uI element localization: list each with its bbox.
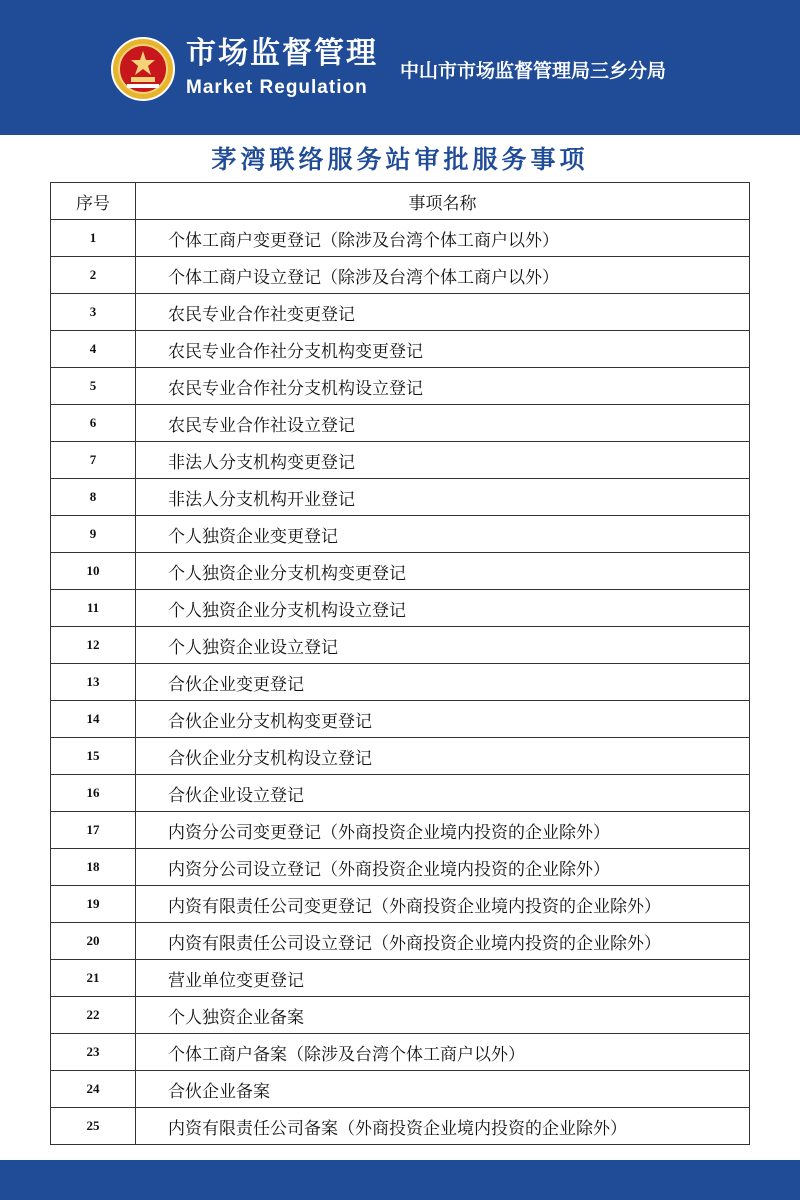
row-number: 9 [51, 516, 136, 553]
item-name: 个人独资企业设立登记 [136, 627, 750, 664]
services-table [50, 182, 750, 1145]
table-row [51, 960, 750, 997]
table-row [51, 701, 750, 738]
police-badge-icon [110, 36, 176, 102]
item-name: 内资有限责任公司备案（外商投资企业境内投资的企业除外） [136, 1108, 750, 1145]
row-number: 5 [51, 368, 136, 405]
item-name: 个体工商户设立登记（除涉及台湾个体工商户以外） [136, 257, 750, 294]
item-name: 农民专业合作社变更登记 [136, 294, 750, 331]
item-name: 合伙企业备案 [136, 1071, 750, 1108]
row-number: 19 [51, 886, 136, 923]
item-name: 内资分公司设立登记（外商投资企业境内投资的企业除外） [136, 849, 750, 886]
table-row [51, 886, 750, 923]
footer-bar [0, 1160, 800, 1200]
table-row [51, 220, 750, 257]
table-row [51, 923, 750, 960]
column-header-item-name: 事项名称 [136, 183, 750, 220]
item-name: 合伙企业分支机构设立登记 [136, 738, 750, 775]
row-number: 18 [51, 849, 136, 886]
row-number: 22 [51, 997, 136, 1034]
table-row [51, 997, 750, 1034]
brand-chinese-name: 市场监督管理 [186, 36, 378, 71]
row-number: 3 [51, 294, 136, 331]
brand-english-name: Market Regulation [186, 77, 368, 98]
row-number: 16 [51, 775, 136, 812]
item-name: 营业单位变更登记 [136, 960, 750, 997]
table-row [51, 664, 750, 701]
row-number: 14 [51, 701, 136, 738]
table-body [51, 220, 750, 1145]
table-row [51, 1034, 750, 1071]
item-name: 合伙企业分支机构变更登记 [136, 701, 750, 738]
table-row [51, 1108, 750, 1145]
row-number: 24 [51, 1071, 136, 1108]
item-name: 农民专业合作社分支机构变更登记 [136, 331, 750, 368]
bureau-name: 中山市市场监督管理局三乡分局 [400, 60, 667, 82]
table-row [51, 775, 750, 812]
item-name: 个体工商户备案（除涉及台湾个体工商户以外） [136, 1034, 750, 1071]
row-number: 1 [51, 220, 136, 257]
table-row [51, 849, 750, 886]
item-name: 内资有限责任公司设立登记（外商投资企业境内投资的企业除外） [136, 923, 750, 960]
table-row [51, 1071, 750, 1108]
item-name: 农民专业合作社设立登记 [136, 405, 750, 442]
table-row [51, 331, 750, 368]
table-row [51, 738, 750, 775]
table-header-row [51, 183, 750, 220]
row-number: 17 [51, 812, 136, 849]
item-name: 非法人分支机构开业登记 [136, 479, 750, 516]
table-row [51, 405, 750, 442]
item-name: 内资有限责任公司变更登记（外商投资企业境内投资的企业除外） [136, 886, 750, 923]
item-name: 个人独资企业分支机构变更登记 [136, 553, 750, 590]
item-name: 内资分公司变更登记（外商投资企业境内投资的企业除外） [136, 812, 750, 849]
table-row [51, 479, 750, 516]
table-row [51, 627, 750, 664]
header-banner [0, 0, 800, 135]
item-name: 合伙企业变更登记 [136, 664, 750, 701]
row-number: 10 [51, 553, 136, 590]
table-row [51, 368, 750, 405]
item-name: 个人独资企业分支机构设立登记 [136, 590, 750, 627]
row-number: 23 [51, 1034, 136, 1071]
page-title: 茅湾联络服务站审批服务事项 [211, 145, 589, 174]
table-row [51, 257, 750, 294]
table-row [51, 553, 750, 590]
row-number: 12 [51, 627, 136, 664]
item-name: 个人独资企业备案 [136, 997, 750, 1034]
column-header-number: 序号 [51, 183, 136, 220]
item-name: 合伙企业设立登记 [136, 775, 750, 812]
table-row [51, 590, 750, 627]
row-number: 6 [51, 405, 136, 442]
table-row [51, 294, 750, 331]
row-number: 8 [51, 479, 136, 516]
row-number: 20 [51, 923, 136, 960]
row-number: 25 [51, 1108, 136, 1145]
item-name: 非法人分支机构变更登记 [136, 442, 750, 479]
table-row [51, 812, 750, 849]
row-number: 15 [51, 738, 136, 775]
item-name: 个人独资企业变更登记 [136, 516, 750, 553]
row-number: 4 [51, 331, 136, 368]
row-number: 21 [51, 960, 136, 997]
row-number: 2 [51, 257, 136, 294]
table-row [51, 516, 750, 553]
table-row [51, 442, 750, 479]
item-name: 农民专业合作社分支机构设立登记 [136, 368, 750, 405]
row-number: 13 [51, 664, 136, 701]
row-number: 11 [51, 590, 136, 627]
row-number: 7 [51, 442, 136, 479]
item-name: 个体工商户变更登记（除涉及台湾个体工商户以外） [136, 220, 750, 257]
